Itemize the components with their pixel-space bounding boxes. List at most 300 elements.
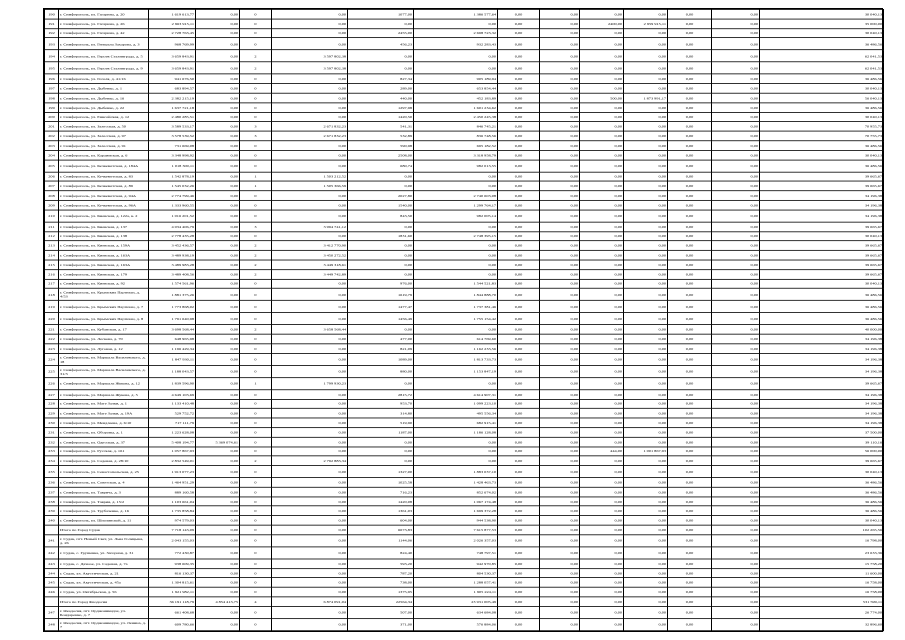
- table-row: [45, 390, 884, 400]
- cell-count-col-8: 0,00: [498, 150, 540, 160]
- cell-cost-col-7: 0,00: [414, 50, 498, 62]
- cell-row-number: 196: [45, 74, 59, 84]
- cell-address: г. Симферополь, ул. Киевская, д. 137: [59, 222, 149, 232]
- cell-count-col-8: 0,00: [498, 578, 540, 588]
- cell-count-col-4: 0: [240, 437, 272, 447]
- cell-cost-col-13: 0,00: [712, 437, 760, 447]
- cell-cost-col-3: 0,00: [196, 279, 240, 289]
- cell-cost-col-14: 36 486,56: [760, 74, 884, 84]
- cell-row-number: 240: [45, 516, 59, 526]
- cell-cost-col-14: 30 040,13: [760, 279, 884, 289]
- cell-count-col-12: 0,00: [668, 74, 712, 84]
- cell-count-col-12: 0,00: [668, 103, 712, 113]
- cell-area-col-6: 843,50: [348, 210, 414, 222]
- table-row: [45, 466, 884, 478]
- table-row: [45, 222, 884, 232]
- cell-row-number: 241: [45, 535, 59, 547]
- cell-cost-col-7: 1 386 577,64: [414, 9, 498, 19]
- cell-count-col-8: 0,00: [498, 103, 540, 113]
- cell-area-col-6: 1187,00: [348, 428, 414, 438]
- cell-row-number: 222: [45, 334, 59, 344]
- cell-cost-col-9: 0,00: [540, 160, 580, 172]
- cell-count-col-4: 1: [240, 172, 272, 182]
- cell-total-cost: 1 223 628,08: [149, 428, 196, 438]
- cell-cost-col-9: 0,00: [540, 103, 580, 113]
- cell-cost-col-14: 70 955,73: [760, 122, 884, 132]
- cell-cost-col-3: 0,00: [196, 112, 240, 122]
- cell-cost-col-9: 0,00: [540, 74, 580, 84]
- cell-cost-col-14: 30 040,13: [760, 231, 884, 241]
- cell-cost-col-14: 26 774,00: [760, 606, 884, 618]
- cell-cost-col-5: 0,00: [272, 103, 348, 113]
- cell-count-col-8: 0,00: [498, 399, 540, 409]
- cell-count-col-8: 0,00: [498, 172, 540, 182]
- cell-area-col-6: 953,70: [348, 399, 414, 409]
- cell-cost-col-11: 0,00: [624, 222, 668, 232]
- cell-cost-col-9: 0,00: [540, 437, 580, 447]
- cell-cost-col-7: 1 153 847,19: [414, 365, 498, 377]
- cell-total-cost: 2 043 155,03: [149, 535, 196, 547]
- cell-cost-col-7: 0,00: [414, 181, 498, 191]
- cell-cost-col-14: 36 486,56: [760, 288, 884, 300]
- cell-total-cost: 2 963 915,11: [149, 19, 196, 29]
- table-row: [45, 103, 884, 113]
- cell-count-col-4: 2: [240, 62, 272, 74]
- cell-cost-col-7: 836 748,56: [414, 131, 498, 141]
- cell-cost-col-7: 0,00: [414, 269, 498, 279]
- cell-address: г. Симферополь, ул. Маршала Василевского, д. 31/3: [59, 365, 149, 377]
- cell-count-col-12: 0,00: [668, 50, 712, 62]
- cell-count-col-8: 0,00: [498, 516, 540, 526]
- cell-cost-col-11: 0,00: [624, 409, 668, 419]
- cell-cost-col-9: 0,00: [540, 50, 580, 62]
- cell-cost-col-13: 0,00: [712, 260, 760, 270]
- cell-cost-col-9: 0,00: [540, 535, 580, 547]
- cell-count-col-4: 0: [240, 606, 272, 618]
- cell-count-col-8: 0,00: [498, 260, 540, 270]
- cell-cost-col-13: 0,00: [712, 478, 760, 488]
- cell-row-number: 197: [45, 84, 59, 94]
- cell-count-col-12: 0,00: [668, 377, 712, 389]
- cell-count-col-8: 0,00: [498, 9, 540, 19]
- cell-area-col-6: 1077,00: [348, 9, 414, 19]
- cell-count-col-12: 0,00: [668, 28, 712, 38]
- cell-area-col-10: 0,00: [580, 456, 624, 466]
- cell-count-col-8: 0,00: [498, 93, 540, 103]
- cell-row-number: 205: [45, 160, 59, 172]
- cell-address: г. Симферополь, ул. Киевская, д. 138: [59, 231, 149, 241]
- cell-cost-col-14: 39 665,67: [760, 456, 884, 466]
- cell-address: г. Судак, пгт. Новый Свет, ул. Льва Голицына, д. 26: [59, 535, 149, 547]
- cell-count-col-12: 0,00: [668, 597, 712, 607]
- cell-cost-col-5: 0,00: [272, 516, 348, 526]
- cell-total-cost: 1 196 429,34: [149, 344, 196, 354]
- cell-area-col-6: 1327,00: [348, 466, 414, 478]
- cell-count-col-4: 0: [240, 334, 272, 344]
- cell-area-col-10: 0,00: [580, 9, 624, 19]
- cell-count-col-8: 0,00: [498, 62, 540, 74]
- cell-area-col-6: 824,40: [348, 547, 414, 559]
- cell-cost-col-5: 0,00: [272, 587, 348, 597]
- cell-count-col-12: 0,00: [668, 112, 712, 122]
- cell-area-col-10: 0,00: [580, 50, 624, 62]
- cell-cost-col-14: 34 196,38: [760, 210, 884, 222]
- cell-area-col-6: 519,90: [348, 418, 414, 428]
- table-row: [45, 353, 884, 365]
- cell-cost-col-13: 0,00: [712, 103, 760, 113]
- cell-cost-col-11: 0,00: [624, 141, 668, 151]
- cell-area-col-10: 0,00: [580, 587, 624, 597]
- cell-cost-col-5: 0,00: [272, 497, 348, 507]
- cell-count-col-4: 2: [240, 269, 272, 279]
- cell-count-col-4: 0: [240, 525, 272, 535]
- cell-cost-col-14: 531 599,11: [760, 597, 884, 607]
- cell-address: г. Симферополь, ул. Героев Сталинграда, д. 9: [59, 62, 149, 74]
- cell-area-col-6: 371,00: [348, 619, 414, 631]
- cell-row-number: 215: [45, 260, 59, 270]
- cell-area-col-10: 0,00: [580, 487, 624, 497]
- cell-row-number: 218: [45, 288, 59, 300]
- cell-count-col-4: 2: [240, 325, 272, 335]
- cell-count-col-12: 0,00: [668, 288, 712, 300]
- cell-cost-col-7: 1 737 381,46: [414, 301, 498, 313]
- cell-count-col-8: 0,00: [498, 568, 540, 578]
- cell-cost-col-5: 0,00: [272, 478, 348, 488]
- cell-area-col-10: 0,00: [580, 390, 624, 400]
- cell-cost-col-13: 0,00: [712, 160, 760, 172]
- cell-cost-col-5: 0,00: [272, 487, 348, 497]
- cell-count-col-8: 0,00: [498, 250, 540, 260]
- cell-count-col-4: 0: [240, 160, 272, 172]
- cell-row-number: 190: [45, 9, 59, 19]
- cell-cost-col-13: 0,00: [712, 344, 760, 354]
- cell-area-col-6: 1831,60: [348, 231, 414, 241]
- cell-count-col-12: 0,00: [668, 547, 712, 559]
- cell-cost-col-13: 0,00: [712, 466, 760, 478]
- cell-count-col-12: 0,00: [668, 587, 712, 597]
- cell-count-col-4: 3: [240, 131, 272, 141]
- cell-cost-col-3: 0,00: [196, 456, 240, 466]
- cell-address: г. Симферополь, ул. Киевская, д. 163А: [59, 250, 149, 260]
- cell-total-cost: 2 382 215,19: [149, 93, 196, 103]
- cell-total-cost: 1 921 982,11: [149, 587, 196, 597]
- cell-row-number: 236: [45, 478, 59, 488]
- cell-total-cost: 1 333 960,55: [149, 200, 196, 210]
- cell-count-col-4: 0: [240, 578, 272, 588]
- cell-cost-col-7: 1 544 521,83: [414, 279, 498, 289]
- cell-cost-col-11: 0,00: [624, 353, 668, 365]
- cell-area-col-6: 1619,79: [348, 288, 414, 300]
- cell-count-col-8: 0,00: [498, 231, 540, 241]
- cell-count-col-4: 0: [240, 466, 272, 478]
- cell-cost-col-11: 0,00: [624, 241, 668, 251]
- cell-area-col-6: 477,00: [348, 334, 414, 344]
- cell-cost-col-9: 0,00: [540, 269, 580, 279]
- cell-area-col-10: 0,00: [580, 365, 624, 377]
- cell-count-col-4: 0: [240, 568, 272, 578]
- cell-cost-col-5: 0,00: [272, 231, 348, 241]
- cell-count-col-12: 0,00: [668, 160, 712, 172]
- cell-cost-col-5: 0,00: [272, 437, 348, 447]
- cell-count-col-8: 0,00: [498, 325, 540, 335]
- cell-count-col-8: 0,00: [498, 597, 540, 607]
- cell-area-col-6: 0,00: [348, 260, 414, 270]
- cell-total-cost: 36 191 118,79: [149, 597, 196, 607]
- cell-cost-col-5: 0,00: [272, 547, 348, 559]
- cell-cost-col-13: 0,00: [712, 428, 760, 438]
- cell-cost-col-11: 0,00: [624, 525, 668, 535]
- cell-cost-col-11: 0,00: [624, 478, 668, 488]
- cell-area-col-10: 0,00: [580, 568, 624, 578]
- cell-cost-col-9: 0,00: [540, 84, 580, 94]
- cell-count-col-4: 0: [240, 409, 272, 419]
- cell-cost-col-14: 34 196,38: [760, 353, 884, 365]
- cell-total-cost: 2 480 285,51: [149, 112, 196, 122]
- cell-area-col-6: 2508,00: [348, 150, 414, 160]
- cell-row-number: 230: [45, 418, 59, 428]
- cell-area-col-6: 1297,98: [348, 103, 414, 113]
- cell-row-number: 216: [45, 269, 59, 279]
- cell-count-col-8: 0,00: [498, 377, 540, 389]
- cell-cost-col-13: 0,00: [712, 19, 760, 29]
- cell-cost-col-11: 0,00: [624, 9, 668, 19]
- cell-cost-col-5: 0,00: [272, 191, 348, 201]
- cell-cost-col-13: 0,00: [712, 353, 760, 365]
- cell-count-col-12: 0,00: [668, 325, 712, 335]
- cell-area-col-10: 0,00: [580, 231, 624, 241]
- cell-cost-col-7: 576 884,06: [414, 619, 498, 631]
- cell-area-col-10: 0,00: [580, 84, 624, 94]
- cell-address: г. Симферополь, ул. Дыбенко, д. 22: [59, 103, 149, 113]
- cell-area-col-6: 1477,47: [348, 301, 414, 313]
- cell-count-col-12: 0,00: [668, 210, 712, 222]
- cell-cost-col-14: 16 758,00: [760, 587, 884, 597]
- cell-cost-col-3: 0,00: [196, 241, 240, 251]
- cell-cost-col-11: 0,00: [624, 131, 668, 141]
- cell-cost-col-7: 695 182,52: [414, 141, 498, 151]
- cell-cost-col-14: 39 665,67: [760, 181, 884, 191]
- cell-count-col-4: 0: [240, 141, 272, 151]
- cell-cost-col-3: 0,00: [196, 74, 240, 84]
- cell-count-col-4: 0: [240, 210, 272, 222]
- table-row: [45, 325, 884, 335]
- cell-cost-col-13: 0,00: [712, 181, 760, 191]
- cell-total-cost: 1 881 375,26: [149, 288, 196, 300]
- cell-cost-col-14: 36 486,56: [760, 160, 884, 172]
- table-row: [45, 28, 884, 38]
- cell-cost-col-7: 982 005,14: [414, 210, 498, 222]
- cell-row-number: 214: [45, 250, 59, 260]
- cell-count-col-4: 0: [240, 301, 272, 313]
- cell-cost-col-14: 15 758,20: [760, 559, 884, 569]
- cell-cost-col-14: 39 665,67: [760, 241, 884, 251]
- cell-cost-col-5: 0,00: [272, 399, 348, 409]
- cell-cost-col-14: 23 633,36: [760, 547, 884, 559]
- cell-cost-col-7: 0,00: [414, 377, 498, 389]
- cell-area-col-10: 0,00: [580, 497, 624, 507]
- cell-cost-col-7: 0,00: [414, 250, 498, 260]
- cell-row-number: 229: [45, 409, 59, 419]
- table-row: [45, 241, 884, 251]
- cell-address: г. Симферополь, ул. Кечкеметская, д. 89: [59, 181, 149, 191]
- cell-cost-col-13: 0,00: [712, 112, 760, 122]
- cell-cost-col-7: 1 099 223,10: [414, 399, 498, 409]
- cell-count-col-12: 0,00: [668, 619, 712, 631]
- cell-area-col-6: 22564,34: [348, 597, 414, 607]
- cell-cost-col-13: 0,00: [712, 288, 760, 300]
- cell-total-cost: 2 774 799,46: [149, 191, 196, 201]
- cell-row-number: 193: [45, 38, 59, 50]
- cell-cost-col-14: 36 486,56: [760, 313, 884, 325]
- cell-cost-col-9: 0,00: [540, 279, 580, 289]
- cell-cost-col-5: 2 792 883,34: [272, 456, 348, 466]
- cell-area-col-10: 0,00: [580, 200, 624, 210]
- cell-cost-col-3: 0,00: [196, 141, 240, 151]
- cell-address: г. Симферополь, ул. Енисейская, д. 12: [59, 112, 149, 122]
- cell-address: г. Симферополь, ул. Луговая, д. 12: [59, 344, 149, 354]
- cell-cost-col-11: 0,00: [624, 28, 668, 38]
- cell-count-col-4: 0: [240, 487, 272, 497]
- cell-total-cost: 7 718 143,09: [149, 525, 196, 535]
- cell-cost-col-5: 0,00: [272, 559, 348, 569]
- cell-cost-col-11: 1 001 867,93: [624, 447, 668, 457]
- cell-cost-col-5: 3 412 770,90: [272, 241, 348, 251]
- cell-count-col-12: 0,00: [668, 578, 712, 588]
- cell-cost-col-3: 0,00: [196, 191, 240, 201]
- cell-area-col-10: 0,00: [580, 597, 624, 607]
- cell-area-col-6: 1025,58: [348, 478, 414, 488]
- registry-table: [44, 9, 884, 631]
- cell-area-col-10: 0,00: [580, 399, 624, 409]
- cell-cost-col-9: 0,00: [540, 19, 580, 29]
- cell-cost-col-9: 0,00: [540, 62, 580, 74]
- cell-cost-col-11: 0,00: [624, 122, 668, 132]
- cell-cost-col-9: 0,00: [540, 559, 580, 569]
- cell-cost-col-3: 0,00: [196, 418, 240, 428]
- cell-cost-col-11: 0,00: [624, 365, 668, 377]
- cell-cost-col-3: 0,00: [196, 313, 240, 325]
- cell-area-col-6: 593,20: [348, 559, 414, 569]
- cell-area-col-6: 0,00: [348, 62, 414, 74]
- cell-count-col-12: 0,00: [668, 191, 712, 201]
- cell-area-col-10: 0,00: [580, 250, 624, 260]
- cell-total-cost: 3 348 998,92: [149, 150, 196, 160]
- cell-cost-col-9: 0,00: [540, 131, 580, 141]
- cell-address: г. Симферополь, ул. Pyccкая, д. 161: [59, 447, 149, 457]
- cell-area-col-10: 0,00: [580, 131, 624, 141]
- cell-area-col-10: 0,00: [580, 141, 624, 151]
- cell-area-col-10: 0,00: [580, 191, 624, 201]
- cell-count-col-4: 0: [240, 19, 272, 29]
- cell-cost-col-14: 30 040,13: [760, 112, 884, 122]
- cell-count-col-4: 0: [240, 112, 272, 122]
- cell-count-col-12: 0,00: [668, 222, 712, 232]
- cell-area-col-10: 0,00: [580, 74, 624, 84]
- cell-count-col-12: 0,00: [668, 172, 712, 182]
- cell-count-col-4: 0: [240, 231, 272, 241]
- table-row: [45, 399, 884, 409]
- cell-cost-col-3: 0,00: [196, 50, 240, 62]
- cell-cost-col-7: 1 186 128,08: [414, 428, 498, 438]
- cell-cost-col-11: 0,00: [624, 568, 668, 578]
- cell-cost-col-11: 0,00: [624, 231, 668, 241]
- cell-address: г. Симферополь, ул. Таврича, д. 3: [59, 487, 149, 497]
- cell-cost-col-13: 0,00: [712, 122, 760, 132]
- cell-total-cost: 1 545 032,26: [149, 181, 196, 191]
- cell-address: Итого по Город Судак: [59, 525, 149, 535]
- cell-count-col-12: 0,00: [668, 250, 712, 260]
- cell-address: г. Симферополь, ул. Лескова, д. 70: [59, 334, 149, 344]
- cell-cost-col-3: 0,00: [196, 377, 240, 389]
- cell-count-col-12: 0,00: [668, 38, 712, 50]
- cell-count-col-12: 0,00: [668, 365, 712, 377]
- cell-cost-col-11: 0,00: [624, 50, 668, 62]
- cell-total-cost: 2 778 435,28: [149, 231, 196, 241]
- table-row: [45, 172, 884, 182]
- cell-area-col-10: 0,00: [580, 279, 624, 289]
- cell-cost-col-5: 0,00: [272, 84, 348, 94]
- cell-address: г. Симферополь, ул. Кубанская, д. 17: [59, 325, 149, 335]
- cell-total-cost: 3 659 843,91: [149, 50, 196, 62]
- cell-area-col-10: 0,00: [580, 466, 624, 478]
- cell-count-col-4: 0: [240, 497, 272, 507]
- cell-total-cost: 3 489 938,19: [149, 250, 196, 260]
- cell-cost-col-11: 0,00: [624, 279, 668, 289]
- cell-row-number: [45, 525, 59, 535]
- cell-cost-col-13: 0,00: [712, 597, 760, 607]
- cell-total-cost: 3 452 436,57: [149, 241, 196, 251]
- cell-cost-col-5: 0,00: [272, 200, 348, 210]
- cell-cost-col-13: 0,00: [712, 191, 760, 201]
- table-row: [45, 38, 884, 50]
- cell-cost-col-14: 39 665,67: [760, 172, 884, 182]
- cell-count-col-12: 0,00: [668, 409, 712, 419]
- cell-cost-col-3: 0,00: [196, 516, 240, 526]
- cell-count-col-4: 2: [240, 260, 272, 270]
- cell-cost-col-3: 0,00: [196, 428, 240, 438]
- cell-cost-col-3: 0,00: [196, 9, 240, 19]
- cell-cost-col-3: 0,00: [196, 399, 240, 409]
- cell-cost-col-9: 0,00: [540, 447, 580, 457]
- cell-area-col-10: 0,00: [580, 437, 624, 447]
- cell-address: г. Симферополь, ул. Кечкеметская, д. 83: [59, 172, 149, 182]
- cell-cost-col-14: 30 040,13: [760, 84, 884, 94]
- cell-area-col-10: 0,00: [580, 547, 624, 559]
- cell-cost-col-5: 0,00: [272, 38, 348, 50]
- cell-row-number: 221: [45, 325, 59, 335]
- cell-cost-col-7: 0,00: [414, 19, 498, 29]
- cell-area-col-6: 541,31: [348, 122, 414, 132]
- cell-count-col-12: 0,00: [668, 301, 712, 313]
- cell-cost-col-14: 34 196,38: [760, 344, 884, 354]
- cell-cost-col-7: 495 556,34: [414, 409, 498, 419]
- cell-address: г. Симферополь, ул. Мендлеева, д. 6/10: [59, 418, 149, 428]
- cell-cost-col-13: 0,00: [712, 506, 760, 516]
- cell-area-col-6: 0,00: [348, 250, 414, 260]
- cell-cost-col-7: 1 883 037,10: [414, 466, 498, 478]
- cell-cost-col-5: 0,00: [272, 279, 348, 289]
- cell-area-col-6: 590,98: [348, 141, 414, 151]
- cell-count-col-12: 0,00: [668, 9, 712, 19]
- cell-total-cost: 1 542 878,19: [149, 172, 196, 182]
- cell-area-col-10: 0,00: [580, 181, 624, 191]
- table-row: [45, 478, 884, 488]
- table-row: [45, 578, 884, 588]
- cell-area-col-10: 0,00: [580, 606, 624, 618]
- cell-cost-col-11: 0,00: [624, 172, 668, 182]
- cell-cost-col-9: 0,00: [540, 344, 580, 354]
- cell-cost-col-3: 0,00: [196, 409, 240, 419]
